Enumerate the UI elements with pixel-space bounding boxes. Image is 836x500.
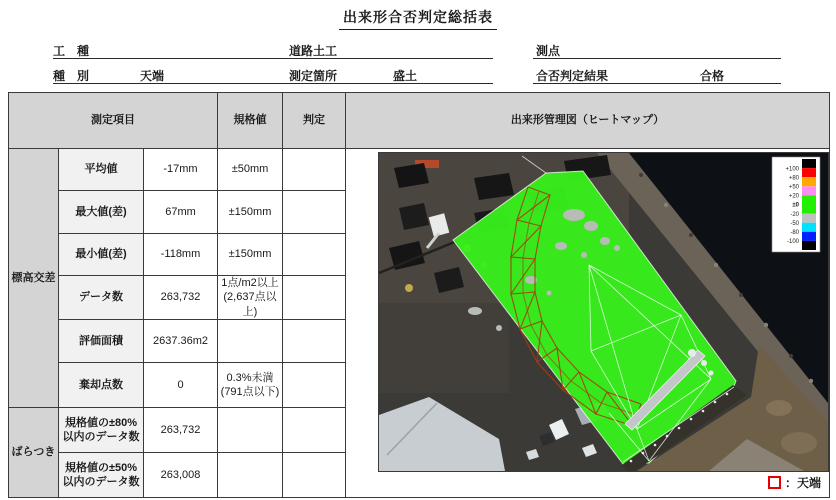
legend-label: +50 [788, 184, 799, 191]
red-square-icon [768, 476, 781, 489]
row-judge [283, 320, 346, 363]
legend-label: +100 [785, 166, 799, 173]
row-value: 67mm [144, 191, 218, 234]
row-value: 0 [144, 363, 218, 408]
row-judge [283, 408, 346, 453]
row-judge [283, 363, 346, 408]
underline [533, 83, 781, 84]
row-item: 最小値(差) [59, 234, 144, 276]
legend-label: +80 [788, 175, 799, 182]
page-title-text: 出来形合否判定総括表 [339, 7, 497, 30]
field-sokutei-value: 盛土 [393, 69, 418, 83]
row-item: 評価面積 [59, 320, 144, 363]
underline [287, 58, 493, 59]
group-hyoko-kosa: 標高交差 [9, 149, 59, 408]
legend-label: -50 [790, 220, 799, 227]
underline [287, 83, 493, 84]
row-judge [283, 191, 346, 234]
row-judge [283, 149, 346, 191]
col-header-spec: 規格値 [218, 93, 283, 149]
heatmap-svg [379, 153, 828, 471]
underline [533, 58, 781, 59]
row-spec [218, 320, 283, 363]
color-legend [772, 157, 820, 252]
legend-label: -20 [790, 211, 799, 218]
col-header-judge: 判定 [283, 93, 346, 149]
field-gouhi-value: 合格 [700, 69, 725, 83]
row-item: 平均値 [59, 149, 144, 191]
row-spec: ±150mm [218, 234, 283, 276]
col-header-heatmap: 出来形管理図（ヒートマップ） [346, 93, 830, 149]
field-kousyu-label: 工 種 [53, 44, 90, 58]
row-spec: ±150mm [218, 191, 283, 234]
legend-label: -100 [786, 239, 799, 246]
row-value: -17mm [144, 149, 218, 191]
table-header-row [9, 93, 830, 149]
page-title [0, 7, 836, 30]
row-value: 263,732 [144, 276, 218, 320]
row-spec: ±50mm [218, 149, 283, 191]
field-syubetsu-value: 天端 [140, 69, 165, 83]
heatmap-image [378, 152, 829, 472]
col-header-item: 測定項目 [9, 93, 218, 149]
heatmap-caption-text: ：天端 [785, 476, 822, 490]
row-item: 最大値(差) [59, 191, 144, 234]
row-spec [218, 408, 283, 453]
row-judge [283, 276, 346, 320]
row-value: -118mm [144, 234, 218, 276]
row-value: 263,732 [144, 408, 218, 453]
row-item: 規格値の±50%以内のデータ数 [59, 453, 144, 498]
field-sokutei-label: 測定箇所 [289, 69, 338, 83]
row-item: 規格値の±80%以内のデータ数 [59, 408, 144, 453]
row-value: 263,008 [144, 453, 218, 498]
underline [53, 83, 287, 84]
group-baratsuki: ばらつき [9, 408, 59, 498]
field-sokuten-label: 測点 [536, 44, 561, 58]
row-judge [283, 453, 346, 498]
row-item: 棄却点数 [59, 363, 144, 408]
row-spec: 1点/m2以上 (2,637点以上) [218, 276, 283, 320]
field-kousyu-value: 道路土工 [289, 44, 338, 58]
field-syubetsu-label: 種 別 [53, 69, 90, 83]
field-gouhi-label: 合否判定結果 [536, 69, 609, 83]
row-spec: 0.3%未満 (791点以下) [218, 363, 283, 408]
legend-label: -80 [790, 230, 799, 236]
legend-label: ±0 [792, 202, 799, 209]
row-value: 2637.36m2 [144, 320, 218, 363]
heatmap-caption [768, 474, 821, 491]
row-item: データ数 [59, 276, 144, 320]
row-judge [283, 234, 346, 276]
row-spec [218, 453, 283, 498]
legend-label: +20 [788, 193, 799, 200]
underline [53, 58, 287, 59]
